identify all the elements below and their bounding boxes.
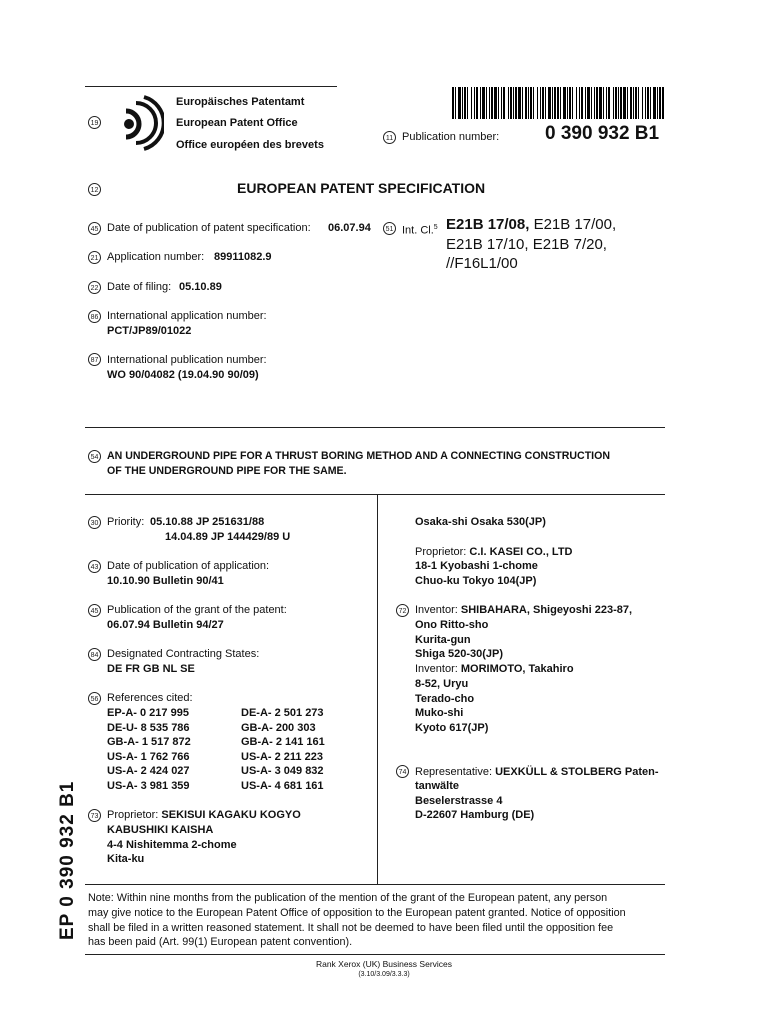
code-56: 56 (88, 692, 101, 705)
code-45: 45 (88, 222, 101, 235)
office-name-de: Europäisches Patentamt (176, 96, 305, 108)
invention-title-line-1: AN UNDERGROUND PIPE FOR A THRUST BORING METHOD AND A CONNECTING CONSTRUCTION (107, 450, 611, 462)
grant-pub-label: Publication of the grant of the patent: (107, 604, 287, 616)
reference-row (107, 706, 325, 721)
priority-line-1: 05.10.88 JP 251631/88 (150, 516, 265, 528)
code-45-grant: 45 (88, 604, 101, 617)
proprietor2-header: Proprietor: C.I. KASEI CO., LTD (415, 546, 573, 558)
filing-date: 05.10.89 (179, 281, 222, 293)
code-74: 74 (396, 765, 409, 778)
reference: GB-A- 1 517 872 (107, 736, 191, 749)
invention-title-line-2: OF THE UNDERGROUND PIPE FOR THE SAME. (107, 465, 347, 477)
reference: US-A- 2 211 223 (241, 750, 323, 763)
code-43: 43 (88, 560, 101, 573)
representative-header: Representative: UEXKÜLL & STOLBERG Paten- (415, 766, 659, 778)
references-label: References cited: (107, 692, 193, 704)
proprietor1-address: KABUSHIKI KAISHA 4-4 Nishitemma 2-chome Kita-ku (107, 824, 237, 866)
barcode (452, 87, 666, 119)
code-30: 30 (88, 516, 101, 529)
reference: US-A- 1 762 766 (107, 750, 190, 763)
title-top-rule (85, 427, 665, 428)
note-bottom-rule (85, 954, 665, 955)
int-cl-line-2: E21B 17/10, E21B 7/20, (446, 236, 607, 253)
application-number: 89911082.9 (214, 251, 272, 263)
code-21: 21 (88, 251, 101, 264)
int-cl-rest: E21B 17/00, (529, 216, 617, 233)
reference-row (107, 779, 325, 794)
int-cl-main: E21B 17/08, (446, 216, 530, 233)
side-publication-number: EP 0 390 932 B1 (57, 780, 78, 940)
designated-states: DE FR GB NL SE (107, 663, 195, 675)
inventor2-address: 8-52, Uryu Terado-cho Muko-shi Kyoto 617(JP) (415, 678, 489, 734)
reference: DE-U- 8 535 786 (107, 721, 190, 734)
reference-row (107, 735, 325, 750)
epo-logo-icon (112, 93, 164, 151)
representative-address: tanwälte Beselerstrasse 4 D-22607 Hamburg (DE) (415, 780, 535, 822)
footer-publisher: Rank Xerox (UK) Business Services (315, 959, 453, 969)
proprietor1-header: Proprietor: SEKISUI KAGAKU KOGYO (107, 809, 301, 821)
code-84: 84 (88, 648, 101, 661)
reference: US-A- 2 424 027 (107, 765, 190, 778)
note-top-rule (85, 884, 665, 885)
int-cl-line-3: //F16L1/00 (446, 255, 518, 272)
code-73: 73 (88, 809, 101, 822)
title-bottom-rule (85, 494, 665, 495)
barcode-bar (662, 87, 664, 119)
reference: DE-A- 2 501 273 (241, 707, 324, 719)
inventor1-address: Ono Ritto-sho Kurita-gun Shiga 520-30(JP) (415, 619, 504, 661)
proprietor2-address: 18-1 Kyobashi 1-chome Chuo-ku Tokyo 104(JP) (415, 560, 538, 587)
intl-application-number: PCT/JP89/01022 (107, 325, 192, 337)
column-divider (377, 494, 378, 884)
office-name-fr: Office européen des brevets (176, 139, 324, 151)
opposition-note: Note: Within nine months from the publication of the mention of the grant of the European patent, any person may give notice to the European Patent Office of opposition to the European patent granted. Notice of opposition shall be filed in a written reasoned statement. It shall not be deemed to have been filed until the opposition fee has been paid (Art. 99(1) European patent convention). (88, 892, 626, 949)
filing-date-label: Date of filing: (107, 281, 172, 293)
priority-line-2: 14.04.89 JP 144429/89 U (165, 531, 291, 543)
code-72: 72 (396, 604, 409, 617)
code-51: 51 (383, 222, 396, 235)
int-cl-label: Int. Cl.$^5$ (402, 224, 438, 237)
intl-application-label: International application number: (107, 310, 267, 322)
code-54: 54 (88, 450, 101, 463)
app-pub-value: 10.10.90 Bulletin 90/41 (107, 575, 224, 587)
document-type-title: EUROPEAN PATENT SPECIFICATION (237, 180, 486, 196)
inventor2-header: Inventor: MORIMOTO, Takahiro (415, 663, 574, 675)
reference: GB-A- 200 303 (241, 721, 316, 734)
reference-row (107, 764, 325, 779)
spec-pub-date: 06.07.94 (328, 222, 371, 234)
reference-row (107, 750, 325, 765)
publication-label: Publication number: (402, 131, 500, 143)
references-table (107, 706, 325, 794)
reference: US-A- 3 981 359 (107, 779, 190, 792)
reference-row (107, 721, 325, 736)
publication-number: 0 390 932 B1 (545, 123, 660, 144)
code-12: 12 (88, 183, 101, 196)
footer-code: (3.10/3.09/3.3.3) (358, 971, 410, 978)
reference: GB-A- 2 141 161 (241, 736, 325, 749)
intl-publication-label: International publication number: (107, 354, 267, 366)
code-87: 87 (88, 353, 101, 366)
inventor1-header: Inventor: SHIBAHARA, Shigeyoshi 223-87, (415, 604, 633, 616)
code-11: 11 (383, 131, 396, 144)
application-number-label: Application number: (107, 251, 205, 263)
designated-states-label: Designated Contracting States: (107, 648, 260, 660)
reference: US-A- 3 049 832 (241, 765, 324, 778)
office-name-en: European Patent Office (176, 117, 298, 129)
priority-label: Priority: (107, 516, 145, 528)
top-rule (85, 86, 337, 87)
grant-pub-value: 06.07.94 Bulletin 94/27 (107, 619, 224, 631)
code-22: 22 (88, 281, 101, 294)
app-pub-label: Date of publication of application: (107, 560, 270, 572)
intl-publication-number: WO 90/04082 (19.04.90 90/09) (107, 369, 259, 381)
code-19: 19 (88, 116, 101, 129)
proprietor1-city: Osaka-shi Osaka 530(JP) (415, 516, 546, 528)
spec-pub-date-label: Date of publication of patent specification: (107, 222, 311, 234)
code-86: 86 (88, 310, 101, 323)
reference: EP-A- 0 217 995 (107, 707, 189, 719)
int-cl-line-1 (446, 216, 616, 233)
reference: US-A- 4 681 161 (241, 779, 324, 792)
